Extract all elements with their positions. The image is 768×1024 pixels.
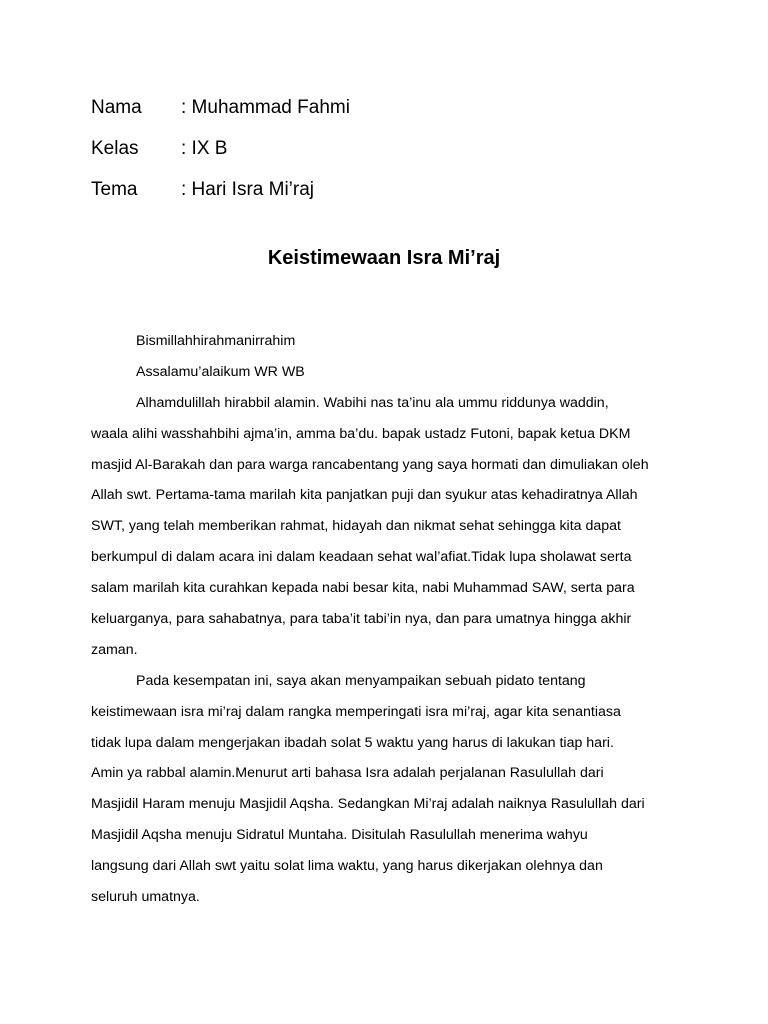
speech-body <box>91 326 691 913</box>
paragraph-line: SWT, yang telah memberikan rahmat, hidayah dan nikmat sehat sehingga kita dapat <box>91 518 621 535</box>
paragraph-line: keluarganya, para sahabatnya, para taba’it tabi’in nya, dan para umatnya hingga akhir <box>91 611 632 628</box>
greeting-basmalah: Bismillahhirahmanirrahim <box>136 333 296 349</box>
document-title: Keistimewaan Isra Mi’raj <box>267 247 501 269</box>
paragraph-line: keistimewaan isra mi’raj dalam rangka memperingati isra mi’raj, agar kita senantiasa <box>91 703 621 720</box>
paragraph-line: Pada kesempatan ini, saya akan menyampaikan sebuah pidato tentang <box>136 672 586 689</box>
class-value: : IX B <box>181 138 228 159</box>
paragraph-line: berkumpul di dalam acara ini dalam keadaan sehat wal’afiat.Tidak lupa sholawat serta <box>91 549 632 566</box>
paragraph-line: salam marilah kita curahkan kepada nabi besar kita, nabi Muhammad SAW, serta para <box>91 580 635 597</box>
paragraph-line: Masjidil Haram menuju Masjidil Aqsha. Sedangkan Mi’raj adalah naiknya Rasulullah dari <box>91 796 645 813</box>
paragraph-line: tidak lupa dalam mengerjakan ibadah solat 5 waktu yang harus di lakukan tiap hari. <box>91 734 614 751</box>
name-value: : Muhammad Fahmi <box>181 97 350 118</box>
paragraph-line: waala alihi wasshahbihi ajma’in, amma ba’du. bapak ustadz Futoni, bapak ketua DKM <box>91 425 631 442</box>
paragraph-line: Amin ya rabbal alamin.Menurut arti bahasa Isra adalah perjalanan Rasulullah dari <box>91 765 604 782</box>
name-row <box>91 94 350 135</box>
theme-label: Tema <box>91 179 138 200</box>
paragraph-line: langsung dari Allah swt yaitu solat lima waktu, yang harus dikerjakan olehnya dan <box>91 858 603 875</box>
class-label: Kelas <box>91 138 139 159</box>
paragraph-line: zaman. <box>91 641 138 658</box>
name-label: Nama <box>91 97 142 118</box>
paragraph-line: seluruh umatnya. <box>91 889 200 906</box>
paragraph-content <box>91 666 691 913</box>
theme-row <box>91 176 350 217</box>
class-row <box>91 135 350 176</box>
paragraph-line: masjid Al-Barakah dan para warga rancabentang yang saya hormati dan dimuliakan oleh <box>91 456 649 473</box>
paragraph-line: Masjidil Aqsha menuju Sidratul Muntaha. Disitulah Rasulullah menerima wahyu <box>91 827 588 844</box>
paragraph-line: Allah swt. Pertama-tama marilah kita panjatkan puji dan syukur atas kehadiratnya Allah <box>91 487 638 504</box>
greeting-salam: Assalamu’alaikum WR WB <box>136 363 305 380</box>
theme-value: : Hari Isra Mi’raj <box>181 179 315 200</box>
paragraph-opening <box>91 388 691 666</box>
paragraph-line: Alhamdulillah hirabbil alamin. Wabihi nas ta’inu ala ummu riddunya waddin, <box>136 394 609 411</box>
student-info <box>91 94 350 217</box>
